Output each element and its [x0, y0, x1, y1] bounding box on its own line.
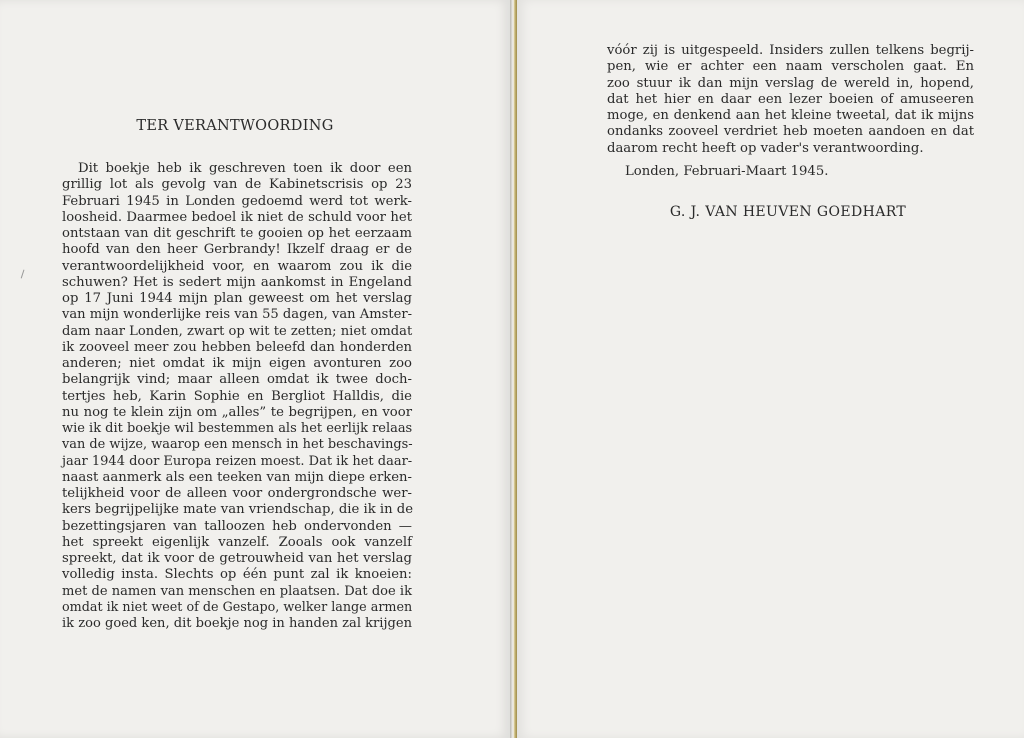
text-line: volledig insta. Slechts op één punt zal ik knoeien: [62, 567, 412, 583]
right-body-text [607, 43, 974, 157]
text-line: omdat ik niet weet of de Gestapo, welker lange armen [62, 599, 413, 615]
text-line: wie ik dit boekje wil bestemmen als het eerlijk relaas [62, 421, 413, 436]
text-line: hoofd van den heer Gerbrandy! Ikzelf draag er de [62, 242, 412, 258]
text-line: ondanks zooveel verdriet heb moeten aandoen en dat [607, 124, 974, 140]
left-body-text [62, 161, 412, 632]
text-line: vóór zij is uitgespeeld. Insiders zullen telkens begrij- [607, 43, 974, 58]
text-line: belangrijk vind; maar alleen omdat ik twee doch- [62, 372, 412, 388]
text-line: van mijn wonderlijke reis van 55 dagen, van Amster- [62, 307, 412, 323]
text-line: verantwoordelijkheid voor, en waarom zou ik die [62, 258, 412, 274]
text-line: ik zoo goed ken, dit boekje nog in handen zal krijgen [62, 616, 412, 631]
text-line: zoo stuur ik dan mijn verslag de wereld in, hopend, [607, 75, 974, 91]
text-line: telijkheid voor de alleen voor ondergrondsche wer- [62, 486, 412, 501]
text-line: tertjes heb, Karin Sophie en Bergliot Halldis, die [62, 388, 412, 404]
text-line: Februari 1945 in Londen gedoemd werd tot werk- [62, 193, 412, 209]
text-line: daarom recht heeft op vader's verantwoording. [607, 140, 924, 156]
text-line: kers begrijpelijke mate van vriendschap, die ik in de [62, 502, 414, 518]
text-line: dat het hier en daar een lezer boeien of amuseeren [607, 91, 974, 107]
text-line: loosheid. Daarmee bedoel ik niet de schuld voor het [62, 209, 412, 225]
text-line: grillig lot als gevolg van de Kabinetscrisis op 23 [62, 177, 412, 193]
text-line: nu nog te klein zijn om „alles” te begrijpen, en voor [62, 404, 412, 420]
text-line: Dit boekje heb ik geschreven toen ik door een [78, 161, 412, 176]
author-signature: G. J. VAN HEUVEN GOEDHART [669, 204, 907, 220]
text-line: spreekt, dat ik voor de getrouwheid van het verslag [62, 551, 412, 566]
text-line: ik zooveel meer zou hebben beleefd dan honderden [62, 339, 412, 355]
text-line: naast aanmerk als een teeken van mijn diepe erken- [62, 469, 412, 485]
text-line: pen, wie er achter een naam verscholen gaat. En [607, 59, 974, 75]
text-line: dam naar Londen, zwart op wit te zetten; niet omdat [62, 323, 413, 339]
text-line: moge, en denkend aan het kleine tweetal, dat ik mijns [607, 108, 974, 123]
text-line: op 17 Juni 1944 mijn plan geweest om het verslag [62, 291, 412, 306]
book-gutter [510, 0, 517, 738]
text-line: bezettingsjaren van talloozen heb ondervonden — [62, 518, 412, 534]
text-line: jaar 1944 door Europa reizen moest. Dat ik het daar- [62, 453, 413, 469]
place-date: Londen, Februari-Maart 1945. [625, 164, 829, 179]
text-line: van de wijze, waarop een mensch in het beschavings- [62, 437, 413, 453]
text-line: anderen; niet omdat ik mijn eigen avonturen zoo [62, 356, 412, 371]
text-line: ontstaan van dit geschrift te gooien op het eerzaam [62, 226, 412, 241]
text-line: schuwen? Het is sedert mijn aankomst in Engeland [62, 274, 412, 290]
text-line: het spreekt eigenlijk vanzelf. Zooals ook vanzelf [62, 534, 412, 550]
text-line: met de namen van menschen en plaatsen. Dat doe ik [62, 583, 412, 599]
chapter-heading: TER VERANTWOORDING [136, 118, 334, 134]
